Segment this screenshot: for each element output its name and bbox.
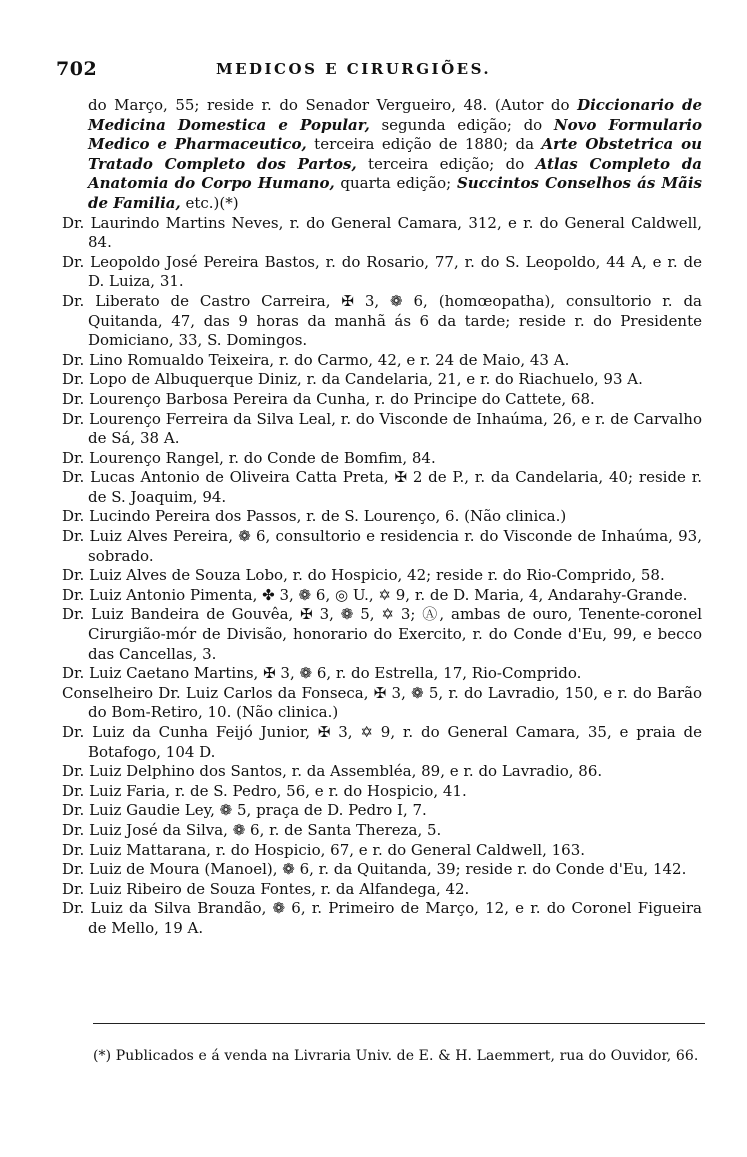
- directory-entry: Dr. Lucindo Pereira dos Passos, r. de S. Lourenço, 6. (Não clinica.): [62, 507, 567, 526]
- directory-entry: Dr. Luiz José da Silva, ❁ 6, r. de Santa Thereza, 5.: [62, 820, 442, 839]
- directory-entry: Dr. Luiz Bandeira de Gouvêa, ✠ 3, ❁ 5, ✡ 3; Ⓐ, ambas de ouro, Tenente-coronel Cirurgião-mór de Divisão, honorario do Exercito, r. do Conde d'Eu, 99, e becco das Cancellas, 3.: [62, 605, 702, 663]
- directory-entry: Dr. Luiz da Silva Brandão, ❁ 6, r. Primeiro de Março, 12, e r. do Coronel Figueira de Mello, 19 A.: [62, 899, 702, 937]
- directory-entry: Conselheiro Dr. Luiz Carlos da Fonseca, ✠ 3, ❁ 5, r. do Lavradio, 150, e r. do Barão do Bom-Retiro, 10. (Não clinica.): [62, 683, 702, 722]
- page-number: 702: [56, 58, 98, 80]
- directory-entry: Dr. Luiz Antonio Pimenta, ✤ 3, ❁ 6, ◎ U., ✡ 9, r. de D. Maria, 4, Andarahy-Grande.: [62, 585, 688, 604]
- directory-entry: Dr. Leopoldo José Pereira Bastos, r. do Rosario, 77, r. do S. Leopoldo, 44 A, e r. de D. Luiza, 31.: [62, 252, 702, 291]
- directory-entry: Dr. Luiz Alves de Souza Lobo, r. do Hospicio, 42; reside r. do Rio-Comprido, 58.: [62, 566, 665, 585]
- directory-entry: Dr. Luiz Delphino dos Santos, r. da Assembléa, 89, e r. do Lavradio, 86.: [62, 762, 603, 781]
- directory-entry: Dr. Lourenço Rangel, r. do Conde de Bomfim, 84.: [62, 448, 436, 467]
- page-header: [56, 58, 696, 82]
- directory-entry: Dr. Luiz Gaudie Ley, ❁ 5, praça de D. Pedro I, 7.: [62, 801, 427, 820]
- directory-entry: Dr. Luiz Ribeiro de Souza Fontes, r. da Alfandega, 42.: [62, 879, 470, 898]
- directory-entry: Dr. Luiz Faria, r. de S. Pedro, 56, e r. do Hospicio, 41.: [62, 781, 467, 800]
- directory-entry: Dr. Liberato de Castro Carreira, ✠ 3, ❁ 6, (homœopatha), consultorio r. da Quitanda, 47, das 9 horas da manhã ás 6 da tarde; reside r. do Presidente Domiciano, 33, S. Domingos.: [62, 291, 702, 350]
- running-title: MEDICOS E CIRURGIÕES.: [216, 60, 492, 78]
- directory-entry: Dr. Lourenço Ferreira da Silva Leal, r. do Visconde de Inhaúma, 26, e r. de Carvalho de Sá, 38 A.: [62, 409, 702, 448]
- directory-entries: [62, 96, 702, 939]
- directory-entry: Dr. Luiz de Moura (Manoel), ❁ 6, r. da Quitanda, 39; reside r. do Conde d'Eu, 142.: [62, 860, 687, 879]
- directory-entry: Dr. Luiz Alves Pereira, ❁ 6, consultorio e residencia r. do Visconde de Inhaúma, 93, sobrado.: [62, 527, 702, 565]
- footnote: (*) Publicados e á venda na Livraria Univ. de E. & H. Laemmert, rua do Ouvidor, 66.: [93, 1048, 699, 1064]
- directory-entry: Dr. Laurindo Martins Neves, r. do General Camara, 312, e r. do General Caldwell, 84.: [62, 213, 702, 252]
- directory-entry: Dr. Luiz Caetano Martins, ✠ 3, ❁ 6, r. do Estrella, 17, Rio-Comprido.: [62, 664, 582, 683]
- directory-entry-continued: do Março, 55; reside r. do Senador Vergueiro, 48. (Autor do Diccionario de Medicina Domestica e Popular, segunda edição; do Novo Formulario Medico e Pharmaceutico, terceira edição de 1880; da Arte Obstetrica ou Tratado Completo dos Partos, terceira edição; do Atlas Completo da Anatomia do Corpo Humano, quarta edição; Succintos Conselhos ás Mãis de Familia, etc.)(*): [88, 96, 702, 212]
- directory-entry: Dr. Lucas Antonio de Oliveira Catta Preta, ✠ 2 de P., r. da Candelaria, 40; reside r. de S. Joaquim, 94.: [62, 468, 702, 506]
- footnote-divider: [93, 1023, 705, 1024]
- directory-entry: Dr. Lourenço Barbosa Pereira da Cunha, r. do Principe do Cattete, 68.: [62, 389, 595, 408]
- directory-entry: Dr. Lino Romualdo Teixeira, r. do Carmo, 42, e r. 24 de Maio, 43 A.: [62, 350, 570, 369]
- directory-entry: Dr. Lopo de Albuquerque Diniz, r. da Candelaria, 21, e r. do Riachuelo, 93 A.: [62, 370, 643, 389]
- directory-entry: Dr. Luiz Mattarana, r. do Hospicio, 67, e r. do General Caldwell, 163.: [62, 840, 586, 859]
- directory-entry: Dr. Luiz da Cunha Feijó Junior, ✠ 3, ✡ 9, r. do General Camara, 35, e praia de Botafogo, 104 D.: [62, 723, 702, 761]
